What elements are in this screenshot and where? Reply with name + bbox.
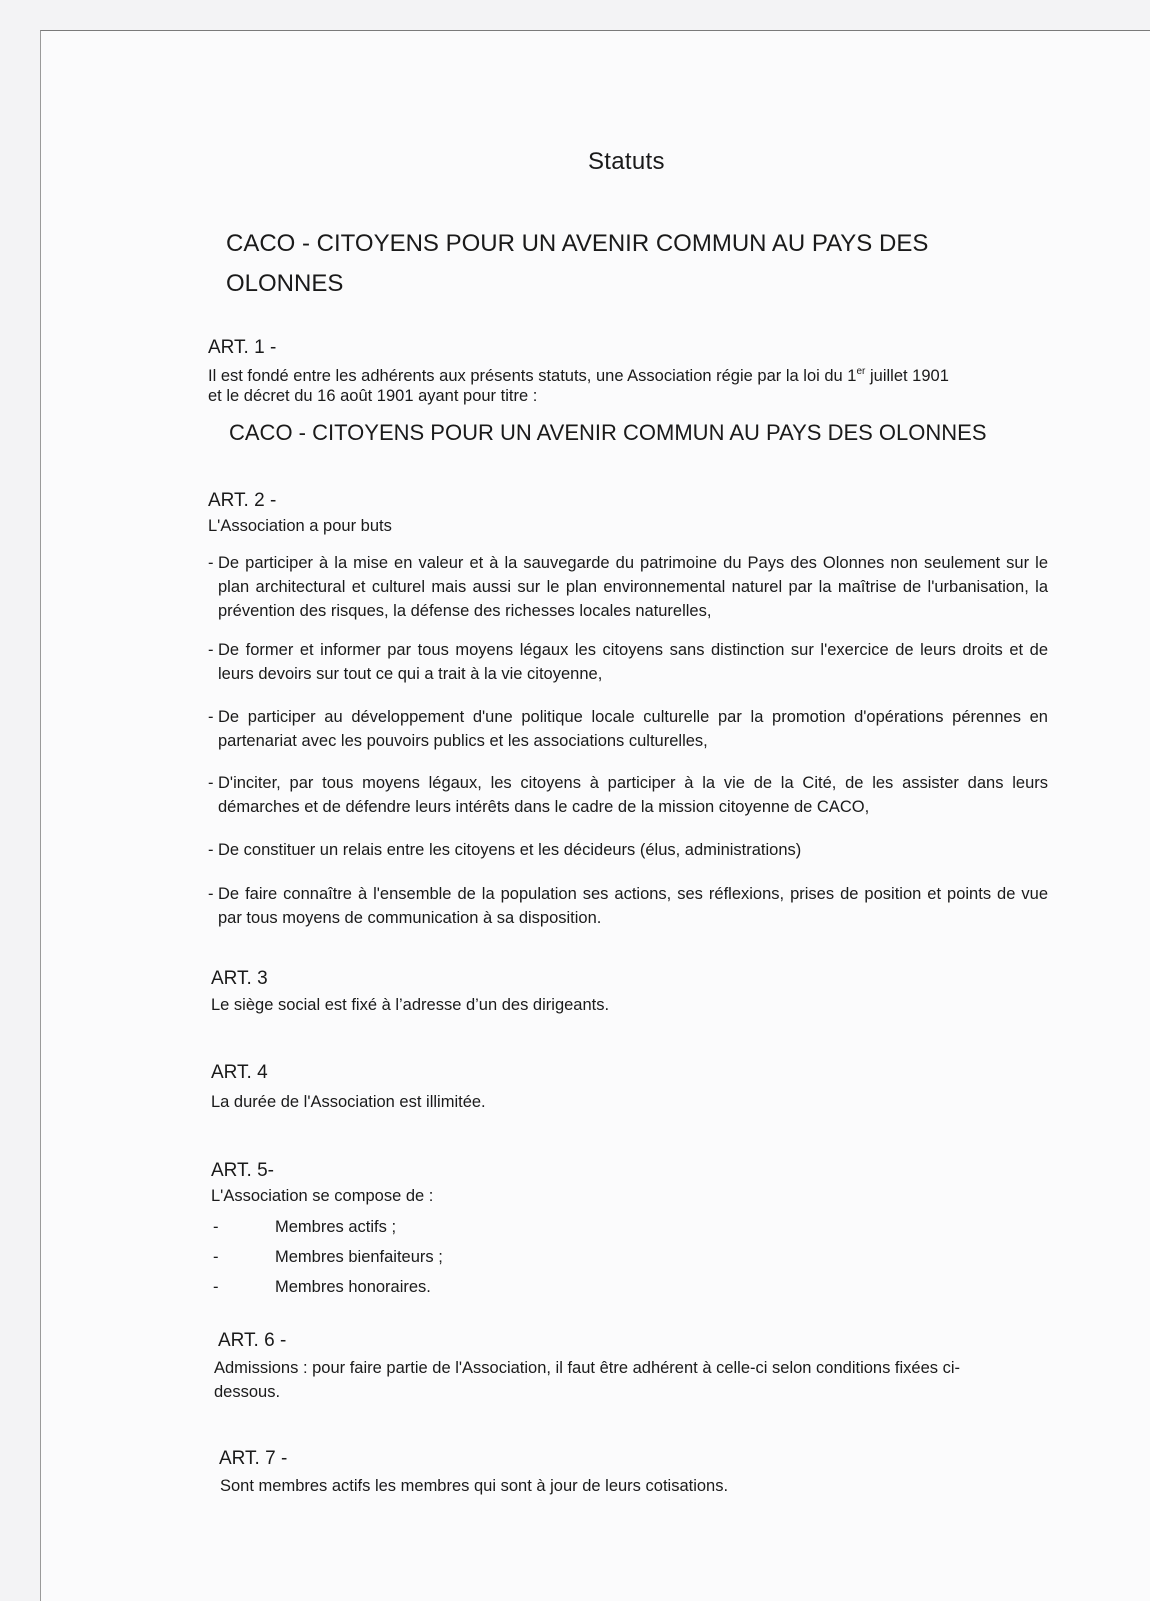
art2-item-text: De participer au développement d'une politique locale culturelle par la promotion d'opérations pérennes en partenariat avec les pouvoirs publics et les associations culturelles,	[218, 708, 1048, 750]
art2-item-text: De former et informer par tous moyens légaux les citoyens sans distinction sur l'exercice de leurs droits et de leurs devoirs sur tout ce qui a trait à la vie citoyenne,	[218, 641, 1048, 683]
art3-heading: ART. 3	[211, 968, 268, 989]
art2-item-dash: -	[208, 885, 214, 903]
art2-item-text: De participer à la mise en valeur et à la sauvegarde du patrimoine du Pays des Olonnes non seulement sur le plan architectural et culturel mais aussi sur le plan environnemental naturel par la maîtrise de l'urbanisation, la prévention des risques, la défense des richesses locales naturelles,	[218, 554, 1048, 620]
art2-intro: L'Association a pour buts	[208, 517, 392, 535]
member-list-dash: -	[213, 1218, 219, 1236]
art2-item-text: De constituer un relais entre les citoyens et les décideurs (élus, administrations)	[218, 841, 802, 859]
art7-text: Sont membres actifs les membres qui sont à jour de leurs cotisations.	[220, 1477, 729, 1495]
association-title-line2: OLONNES	[226, 270, 344, 297]
art6-text-line1: Admissions : pour faire partie de l'Association, il faut être adhérent à celle-ci selon conditions fixées ci-	[214, 1359, 961, 1377]
association-title-line1: CACO - CITOYENS POUR UN AVENIR COMMUN AU PAYS DES	[226, 230, 929, 257]
art2-item	[208, 551, 1048, 623]
member-list-dash: -	[213, 1248, 219, 1266]
art2-item	[208, 705, 1048, 753]
art6-heading: ART. 6 -	[218, 1330, 287, 1351]
document-title: Statuts	[588, 148, 665, 175]
art1-text-line2: et le décret du 16 août 1901 ayant pour titre :	[208, 387, 538, 405]
art2-item-dash: -	[208, 841, 214, 859]
art1-heading: ART. 1 -	[208, 337, 277, 358]
art4-heading: ART. 4	[211, 1062, 268, 1083]
art1-superscript: er	[856, 366, 866, 377]
art2-heading: ART. 2 -	[208, 490, 277, 511]
art2-item-text: De faire connaître à l'ensemble de la population ses actions, ses réflexions, prises de position et points de vue par tous moyens de communication à sa disposition.	[218, 885, 1048, 927]
art6-text-line2: dessous.	[214, 1383, 281, 1401]
art7-heading: ART. 7 -	[219, 1448, 288, 1469]
art5-heading: ART. 5-	[211, 1160, 275, 1181]
art2-item	[208, 638, 1048, 686]
art1-text-line1-part2: juillet 1901	[869, 367, 949, 385]
art2-item-dash: -	[208, 554, 214, 572]
art1-text-line1-part1: Il est fondé entre les adhérents aux présents statuts, une Association régie par la loi du 1	[208, 367, 857, 385]
member-list-dash: -	[213, 1278, 219, 1296]
art1-association-title: CACO - CITOYENS POUR UN AVENIR COMMUN AU PAYS DES OLONNES	[229, 420, 987, 445]
art2-item	[208, 838, 1048, 862]
member-item-honoraires: Membres honoraires.	[275, 1278, 431, 1296]
art2-item	[208, 882, 1048, 930]
art2-item-dash: -	[208, 708, 214, 726]
member-item-actifs: Membres actifs ;	[275, 1218, 397, 1236]
art4-text: La durée de l'Association est illimitée.	[211, 1093, 486, 1111]
member-item-bienfaiteurs: Membres bienfaiteurs ;	[275, 1248, 443, 1266]
art2-item-dash: -	[208, 774, 214, 792]
art2-item-dash: -	[208, 641, 214, 659]
art2-item-text: D'inciter, par tous moyens légaux, les citoyens à participer à la vie de la Cité, de les assister dans leurs démarches et de défendre leurs intérêts dans le cadre de la mission citoyenne de CACO,	[218, 774, 1048, 816]
art5-intro: L'Association se compose de :	[211, 1187, 434, 1205]
art2-item	[208, 771, 1048, 819]
art3-text: Le siège social est fixé à l’adresse d’un des dirigeants.	[211, 996, 610, 1014]
